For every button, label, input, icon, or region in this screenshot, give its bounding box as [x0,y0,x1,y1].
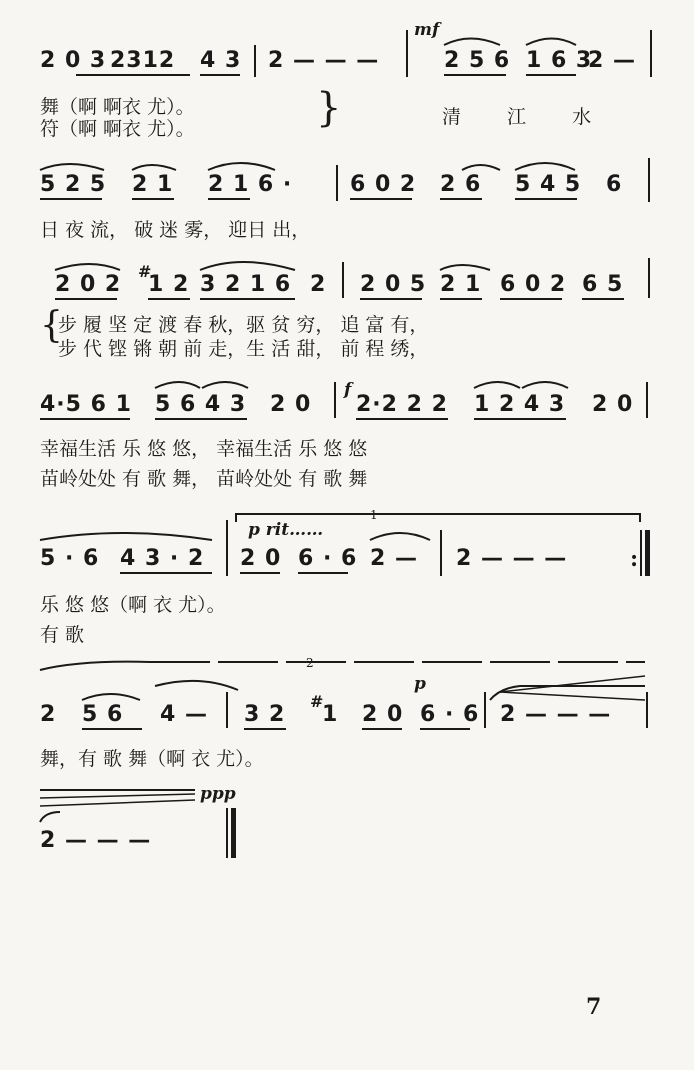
slur [370,533,430,540]
slur [515,163,575,170]
underline [55,298,117,300]
lyric-brace: { [40,305,63,346]
note-group: 4 3 · 2 [120,546,205,571]
lyric-line: 步 代 铿 锵 朝 前 走，生 活 甜， 前 程 绣， [58,338,429,360]
note-group: 2 0 5 [360,272,427,297]
slur [40,164,104,170]
note-group: 2 — — — [500,702,612,727]
note-group: 3 2 1 6 [200,272,292,297]
note-group: 2 — — — [40,828,152,853]
underline [582,298,624,300]
note-group: 2 5 6 [444,48,511,73]
note-group: 2 0 2 [55,272,122,297]
slur [155,681,238,690]
barline [406,30,408,77]
slur [462,165,500,170]
note-group: 2 [40,702,57,727]
underline [82,728,142,730]
barline [440,530,442,576]
note-group: 1 2 [148,272,190,297]
sharp-sign: # [138,262,152,281]
lyric-line: 苗岭处处 有 歌 舞， 苗岭处处 有 歌 舞 [40,468,368,490]
barline [226,692,228,728]
barline [650,30,652,77]
barline [226,808,228,858]
underline [200,74,240,76]
underline [500,298,562,300]
barline [640,530,642,576]
note-group: 2 1 [440,272,482,297]
barline [254,45,256,77]
lyric-line: 幸福生活 乐 悠 悠， 幸福生活 乐 悠 悠 [40,438,368,460]
hairpin [500,692,645,700]
slur [40,812,60,822]
slur [526,39,576,46]
slur [202,382,248,388]
note-group: 2 — — — [268,48,380,73]
note-group: 2 0 3 [40,48,107,73]
note-group: 2 6 [440,172,482,197]
note-group: 4 3 [200,48,242,73]
repeat-dots: : [630,546,639,572]
note-group: 2 1 6 · [208,172,293,197]
barline [646,692,648,728]
note-group: 2 — [588,48,636,73]
note-group: 1 [322,702,339,727]
note-group: 2 0 [240,546,282,571]
volta-1-number: 1 [370,508,378,522]
dynamic-ppp: ppp [200,784,236,804]
underline [360,298,422,300]
underline [120,572,212,574]
note-group: 4·5 6 1 [40,392,132,417]
note-group: 2 [310,272,327,297]
sharp-sign: # [310,692,324,711]
note-group: 6 [606,172,623,197]
volta-2-number: 2 [306,656,314,670]
note-group: 2 1 [132,172,174,197]
note-group: 5 6 [82,702,124,727]
underline [155,418,247,420]
note-group: 5 6 4 3 [155,392,247,417]
slur [208,163,275,170]
note-group: 2 — [370,546,418,571]
underline [110,74,190,76]
note-group: 6 · 6 [420,702,480,727]
underline [200,298,295,300]
barline [226,520,228,576]
note-group: 2·2 2 2 [356,392,448,417]
underline [298,572,348,574]
underline [474,418,566,420]
final-barline [231,808,236,858]
note-group: 2 0 [362,702,404,727]
lyric-brace: } [316,85,342,131]
barline [342,262,344,298]
note-group: 5 4 5 [515,172,582,197]
note-group: 6 · 6 [298,546,358,571]
note-group: 3 2 [244,702,286,727]
slur [82,694,140,700]
slur [55,264,120,270]
dynamic-p-rit: p rit…… [248,520,324,540]
note-group: 6 0 2 [500,272,567,297]
barline [646,382,648,418]
lyric-line: 舞（啊 啊衣 尤）。 [40,96,195,118]
lyric-line: 清 江 水 [442,106,612,128]
slur [440,265,490,270]
dynamic-f: f [344,380,352,400]
slur [474,382,520,388]
underline [244,728,286,730]
barline [336,165,338,201]
note-group: 6 5 [582,272,624,297]
underline [356,418,448,420]
slur [522,382,568,388]
note-group: 2 0 [592,392,634,417]
lyric-line: 符（啊 啊衣 尤）。 [40,118,195,140]
underline [350,198,412,200]
slur [155,382,200,388]
dynamic-mf: mf [414,20,440,40]
hairpin [500,676,645,692]
hairpin [40,800,195,806]
note-group: 6 0 2 [350,172,417,197]
hairpin [40,794,195,798]
slur [40,662,150,670]
lyric-line: 步 履 坚 定 渡 春 秋，驱 贫 穷， 追 富 有， [58,314,429,336]
note-group: 2312 [110,48,176,73]
underline [444,74,506,76]
note-group: 4 — [160,702,208,727]
barline [648,158,650,202]
underline [420,728,470,730]
note-group: 2 — — — [456,546,568,571]
lyric-line: 乐 悠 悠（啊 衣 尤）。 [40,594,226,616]
underline [132,198,174,200]
note-group: 1 2 4 3 [474,392,566,417]
underline [208,198,250,200]
underline [362,728,402,730]
slur [200,262,295,270]
underline [40,198,102,200]
barline [648,258,650,298]
note-group: 1 6 3 [526,48,593,73]
page-number: 7 [586,994,602,1020]
underline [240,572,280,574]
slur [132,165,176,170]
notes [40,48,106,73]
lyric-line: 舞，有 歌 舞（啊 衣 尤）。 [40,748,264,770]
repeat-end-barline [645,530,650,576]
underline [440,198,482,200]
note-group: 5 · 6 [40,546,100,571]
note-group: 5 2 5 [40,172,107,197]
underline [148,298,190,300]
dynamic-p: p [414,674,426,694]
barline [334,382,336,418]
slur [444,39,500,46]
underline [515,198,577,200]
underline [440,298,482,300]
underline [40,418,130,420]
slur [40,533,212,540]
barline [484,692,486,728]
lyric-line: 日 夜 流， 破 迷 雾， 迎日 出， [40,219,311,241]
lyric-line: 有 歌 [40,624,85,646]
underline [526,74,576,76]
note-group: 2 0 [270,392,312,417]
